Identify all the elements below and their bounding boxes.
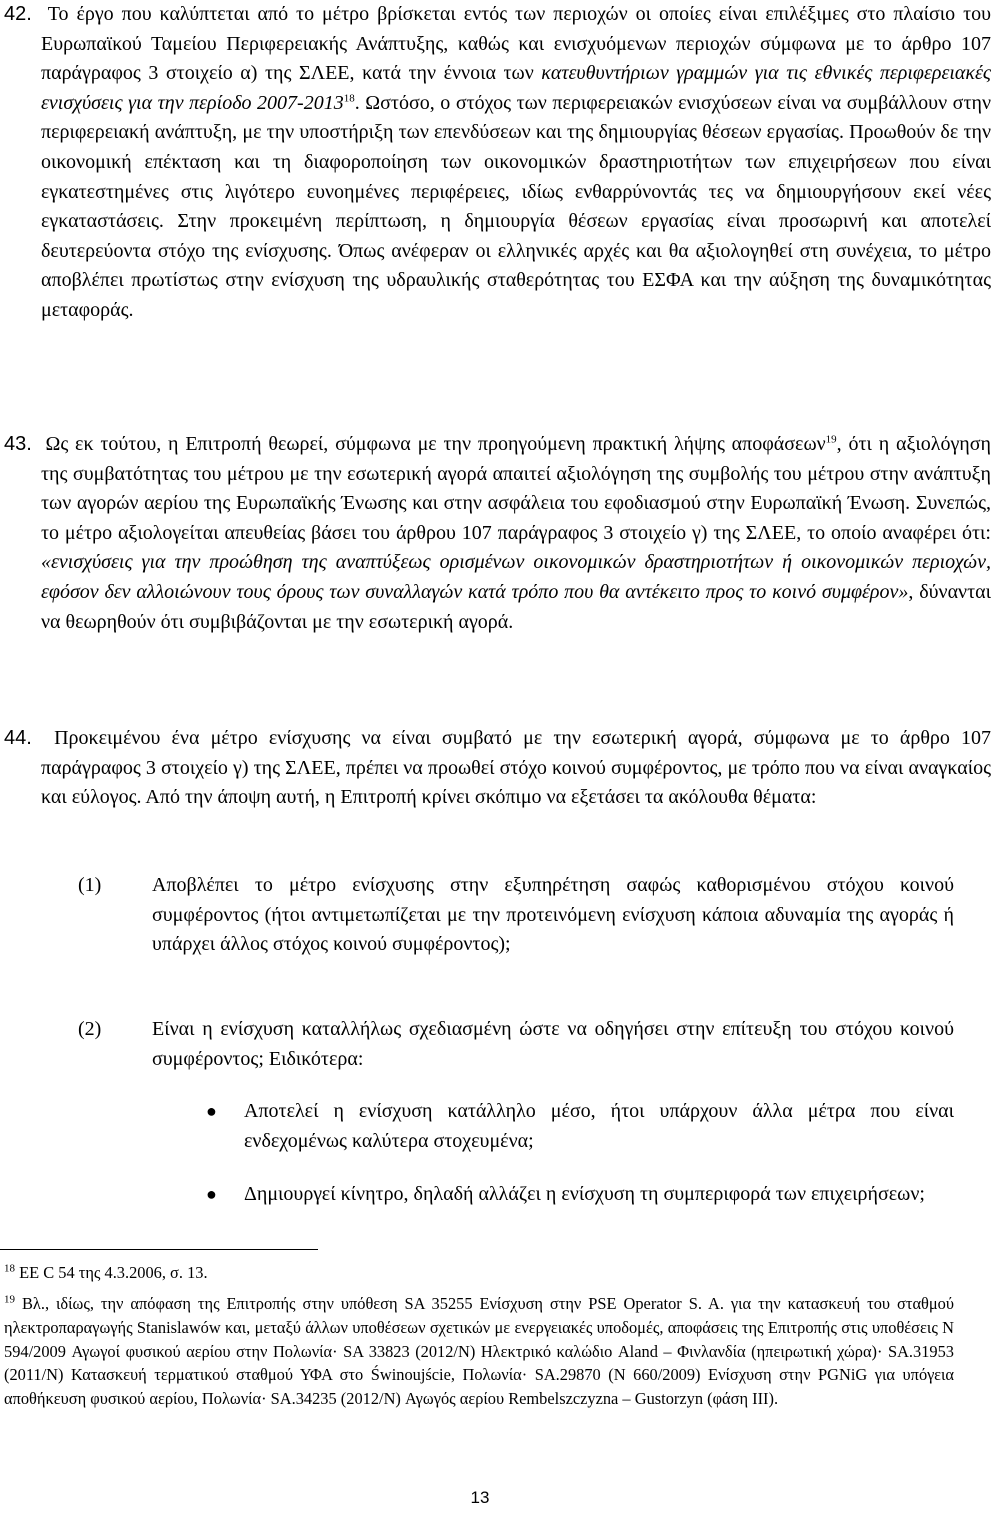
footnote-separator [0,1249,318,1250]
paragraph-44 [4,724,991,813]
list-item-label: (1) [78,874,102,896]
paragraph-43 [4,430,991,637]
list-item [78,1015,954,1074]
footnote-number: 18 [4,1262,15,1275]
paragraph-text: . Ωστόσο, ο στόχος των περιφερειακών ενισχύσεων είναι να συμβάλλουν στην περιφερειακή ανάπτυξη, με την υποστήριξη των επενδύσεων και της δημιουργίας θέσεων εργασίας. Προωθούν δε την οικονομική επέκταση και τη διαφοροποίηση των οικονομικών δραστηριοτήτων των επιχειρήσεων που είναι εγκατεστημένες στις λιγότερο ευνοημένες περιφέρειες, ιδίως ενθαρρύνοντάς τες να δημιουργήσουν εκεί νέες εγκαταστάσεις. Στην προκειμένη περίπτωση, η δημιουργία θέσεων εργασίας είναι προσωρινή και αποτελεί δευτερεύοντα στόχο της ενίσχυσης. Όπως ανέφεραν οι ελληνικές αρχές και θα αξιολογηθεί στη συνέχεια, το μέτρο αποβλέπει πρωτίστως στην ενίσχυση της υδραυλικής σταθερότητας του ΕΣΦΑ και την αύξηση της δυναμικότητας μεταφοράς. [41,91,991,321]
paragraph-text: Προκειμένου ένα μέτρο ενίσχυσης να είναι συμβατό με την εσωτερική αγορά, σύμφωνα με το άρθρο 107 παράγραφος 3 στοιχείο γ) της ΣΛΕΕ, πρέπει να προωθεί στόχο κοινού συμφέροντος, με τρόπο που να είναι αναγκαίος και εύλογος. Από την άποψη αυτή, η Επιτροπή κρίνει σκόπιμο να εξετάσει τα ακόλουθα θέματα: [41,727,991,809]
footnote-text: Βλ., ιδίως, την απόφαση της Επιτροπής στην υπόθεση SA 35255 Ενίσχυση στην PSE Operator S. A. για την κατασκευή του σταθμού ηλεκτροπαραγωγής Stanislawów και, μεταξύ άλλων υποθέσεων σχετικών με ενεργειακές υποδομές, αποφάσεις της Επιτροπής στις υποθέσεις N 594/2009 Αγωγοί φυσικού αερίου στην Πολωνία· SA 33823 (2012/N) Ηλεκτρικό καλώδιο Aland – Φινλανδία (ηπειρωτική χώρα)· SA.31953 (2011/N) Κατασκευή τερματικού σταθμού ΥΦΑ στο Świnoujście, Πολωνία· SA.29870 (N 660/2009) Ενίσχυση στην PGNiG για υπόγεια αποθήκευση φυσικού αερίου, Πολωνία· SA.34235 (2012/N) Αγωγός αερίου Rembelszczyzna – Gustorzyn (φάση III). [4,1294,954,1409]
bullet-item [206,1180,954,1210]
bullet-item [206,1097,954,1156]
list-item [78,871,954,960]
bullet-icon: ● [206,1184,217,1204]
paragraph-italic-text: κατευθυντήριων γραμμών για τις εθνικές περιφερειακές ενισχύσεις για την περίοδο 2007-2013 [41,62,991,114]
footnote-18 [4,1261,954,1285]
paragraph-text: Ως εκ τούτου, η Επιτροπή θεωρεί, σύμφωνα με την προηγούμενη πρακτική λήψης αποφάσεων [45,433,826,455]
paragraph-42 [4,0,991,326]
footnote-number: 19 [4,1293,15,1306]
list-item-text: Είναι η ενίσχυση καταλλήλως σχεδιασμένη ώστε να οδηγήσει στην επίτευξη του στόχου κοινού συμφέροντος; Ειδικότερα: [152,1018,954,1070]
paragraph-text: Το έργο που καλύπτεται από το μέτρο βρίσκεται εντός των περιοχών οι οποίες είναι επιλέξιμες στο πλαίσιο του Ευρωπαϊκού Ταμείου Περιφερειακής Ανάπτυξης, καθώς και ενισχυόμενων περιοχών σύμφωνα με το άρθρο 107 παράγραφος 3 στοιχείο α) της ΣΛΕΕ, κατά την έννοια των [41,3,991,85]
bullet-icon: ● [206,1101,217,1121]
footnote-ref[interactable]: 18 [343,92,355,105]
paragraph-number: 44. [4,727,32,749]
list-item-label: (2) [78,1018,102,1040]
bullet-text: Αποτελεί η ενίσχυση κατάλληλο μέσο, ήτοι υπάρχουν άλλα μέτρα που είναι ενδεχομένως καλύτερα στοχευμένα; [244,1100,954,1152]
paragraph-number: 42. [4,3,32,25]
page-number: 13 [470,1488,490,1507]
bullet-text: Δημιουργεί κίνητρο, δηλαδή αλλάζει η ενίσχυση τη συμπεριφορά των επιχειρήσεων; [244,1183,925,1205]
quoted-italic-text: «ενισχύσεις για την προώθηση της αναπτύξεως ορισμένων οικονομικών δραστηριοτήτων ή οικονομικών περιοχών, εφόσον δεν αλλοιώνουν τους όρους των συναλλαγών κατά τρόπο που θα αντέκειτο προς το κοινό συμφέρον» [41,551,991,603]
paragraph-text: , ότι η αξιολόγηση της συμβατότητας του μέτρου με την εσωτερική αγορά απαιτεί αξιολόγηση της συμβολής του μέτρου στην ανάπτυξη των αγορών αερίου της Ευρωπαϊκής Ένωσης και στην ασφάλεια του εφοδιασμού στην Ευρωπαϊκή Ένωση. Συνεπώς, το μέτρο αξιολογείται απευθείας βάσει του άρθρου 107 παράγραφος 3 στοιχείο γ) της ΣΛΕΕ, το οποίο αναφέρει ότι: [41,433,991,544]
footnote-text: ΕΕ C 54 της 4.3.2006, σ. 13. [19,1263,208,1282]
paragraph-number: 43. [4,433,32,455]
footnote-ref[interactable]: 19 [825,433,837,446]
list-item-text: Αποβλέπει το μέτρο ενίσχυσης στην εξυπηρέτηση σαφώς καθορισμένου στόχου κοινού συμφέροντος (ήτοι αντιμετωπίζεται με την προτεινόμενη ενίσχυση κάποια αδυναμία της αγοράς ή υπάρχει άλλος στόχος κοινού συμφέροντος); [152,874,954,956]
footnote-19 [4,1292,954,1411]
paragraph-text: , δύνανται να θεωρηθούν ότι συμβιβάζονται με την εσωτερική αγορά. [41,580,991,633]
